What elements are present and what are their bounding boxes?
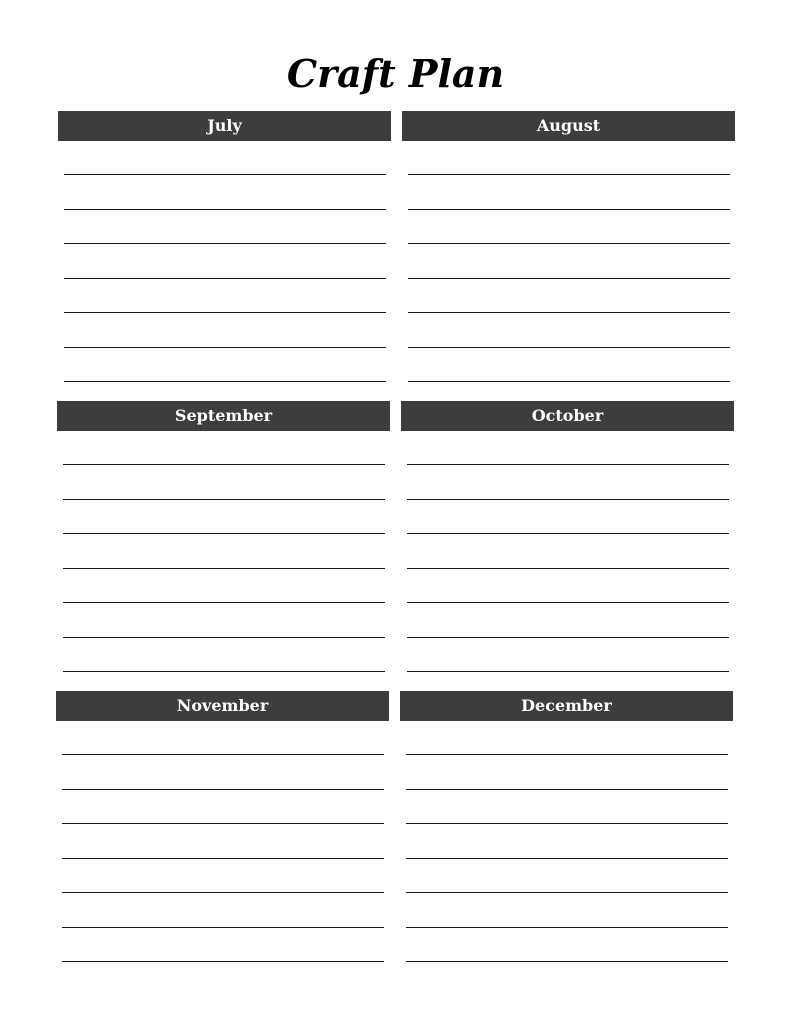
- writing-line: [63, 499, 385, 500]
- writing-line: [408, 278, 730, 279]
- writing-line: [63, 533, 385, 534]
- writing-line: [63, 464, 385, 465]
- writing-line: [64, 174, 386, 175]
- writing-line: [63, 637, 385, 638]
- month-panel-october: [401, 401, 734, 431]
- writing-line: [62, 823, 384, 824]
- writing-line: [64, 209, 386, 210]
- writing-line: [64, 312, 386, 313]
- writing-line: [64, 243, 386, 244]
- writing-line: [406, 823, 728, 824]
- writing-line: [64, 347, 386, 348]
- writing-line: [64, 278, 386, 279]
- month-panel-august: [402, 111, 735, 141]
- writing-line: [63, 602, 385, 603]
- writing-line: [407, 568, 729, 569]
- month-header: December: [400, 691, 733, 721]
- month-header: October: [401, 401, 734, 431]
- writing-line: [406, 754, 728, 755]
- writing-line: [62, 961, 384, 962]
- month-panel-july: [58, 111, 391, 141]
- month-header: November: [56, 691, 389, 721]
- writing-line: [407, 533, 729, 534]
- writing-line: [408, 209, 730, 210]
- writing-line: [63, 671, 385, 672]
- writing-line: [62, 892, 384, 893]
- writing-line: [62, 754, 384, 755]
- writing-line: [407, 671, 729, 672]
- writing-line: [64, 381, 386, 382]
- writing-line: [62, 789, 384, 790]
- writing-line: [408, 174, 730, 175]
- month-panel-september: [57, 401, 390, 431]
- writing-line: [406, 892, 728, 893]
- writing-line: [408, 312, 730, 313]
- writing-line: [407, 464, 729, 465]
- writing-line: [408, 243, 730, 244]
- month-header: September: [57, 401, 390, 431]
- writing-line: [408, 381, 730, 382]
- writing-line: [406, 961, 728, 962]
- writing-line: [406, 789, 728, 790]
- month-header: August: [402, 111, 735, 141]
- writing-line: [407, 499, 729, 500]
- writing-line: [406, 858, 728, 859]
- page-title: Craft Plan: [286, 51, 505, 96]
- writing-line: [408, 347, 730, 348]
- writing-line: [407, 637, 729, 638]
- writing-line: [62, 927, 384, 928]
- month-header: July: [58, 111, 391, 141]
- month-panel-december: [400, 691, 733, 721]
- writing-line: [63, 568, 385, 569]
- writing-line: [62, 858, 384, 859]
- writing-line: [406, 927, 728, 928]
- month-panel-november: [56, 691, 389, 721]
- writing-line: [407, 602, 729, 603]
